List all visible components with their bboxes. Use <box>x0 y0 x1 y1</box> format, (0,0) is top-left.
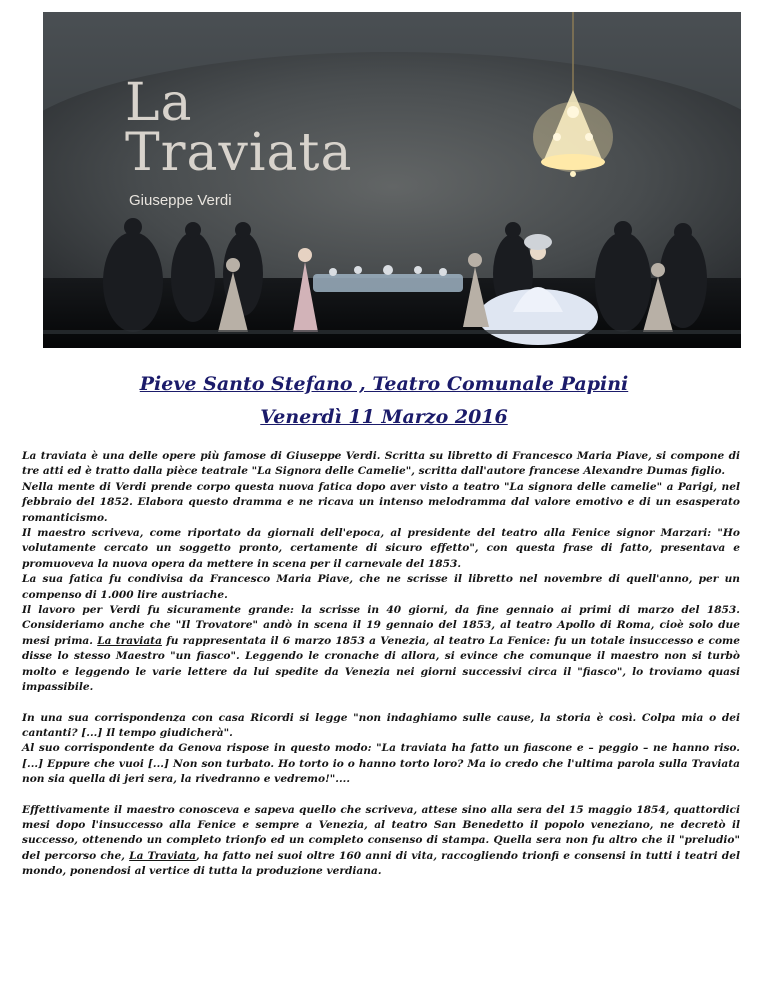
opera-title <box>125 73 353 183</box>
paragraph-premiere <box>22 603 740 695</box>
paragraph-triumph <box>22 803 740 880</box>
hero-image <box>43 12 741 348</box>
traviata-link-2[interactable]: La Traviata <box>129 849 196 862</box>
premiere-text-b: fu rappresentata il 6 marzo 1853 a Venezia, al teatro La Fenice: fu un totale insuccesso e come disse lo stesso Maestro "un fiasco". Leggendo le cronache di allora, si evince che comunque il maestro non si turbò molto e leggendo le varie lettere da lui spedite da Venezia nei giorni successivi circa il "fiasco", lo troviamo quasi impassibile. <box>22 634 740 694</box>
event-location-heading: Pieve Santo Stefano , Teatro Comunale Papini <box>139 373 629 395</box>
triumph-text-b: , ha fatto nei suoi oltre 160 anni di vita, raccogliendo trionfi e consensi in tutti i teatri del mondo, ponendosi al vertice di tutta la produzione verdiana. <box>22 849 740 878</box>
traviata-link-1[interactable]: La traviata <box>97 634 162 647</box>
paragraph-ricordi: In una sua corrispondenza con casa Ricordi si legge "non indaghiamo sulle cause, la storia è così. Colpa mia o dei cantanti? [...] Il tempo giudicherà". <box>22 711 740 739</box>
paragraph-gap <box>22 788 740 803</box>
title-line-traviata: Traviata <box>125 123 353 183</box>
paragraph-letter: Il maestro scriveva, come riportato da giornali dell'epoca, al presidente del teatro alla Fenice signor Marzari: "Ho volutamente cercato un soggetto pronto, certamente di sicuro effetto", con questa frase di fatto, presentava e promuoveva la nuova opera da mettere in scena per il carnevale del 1853. <box>22 527 740 570</box>
chandelier-icon <box>533 12 613 177</box>
composer-name: Giuseppe Verdi <box>129 192 232 209</box>
paragraph-libretto: La sua fatica fu condivisa da Francesco Maria Piave, che ne scrisse il libretto nel novembre di quell'anno, per un compenso di 1.000 lire austriache. <box>22 573 740 601</box>
title-line-la: La <box>125 73 193 133</box>
paragraph-gap <box>22 696 740 711</box>
paragraph-intro: La traviata è una delle opere più famose di Giuseppe Verdi. Scritta su libretto di Francesco Maria Piave, si compone di tre atti ed è tratto dalla pièce teatrale "La Signora delle Camelie", scritta dall'autore francese Alexandre Dumas figlio. <box>22 450 740 478</box>
banquet-table <box>313 274 463 292</box>
triumph-text-a: Effettivamente il maestro conosceva e sapeva quello che scriveva, attese sino alla sera del 15 maggio 1854, quattordici mesi dopo l'insuccesso alla Fenice e sempre a Venezia, al teatro San Benedetto il popolo veneziano, ne decretò il successo, ottenendo un completo trionfo ed un completo consenso di stampa. Quella sera non fu altro che il "preludio" del percorso che, <box>22 803 740 862</box>
premiere-text-a: Il lavoro per Verdi fu sicuramente grande: la scrisse in 40 giorni, da fine gennaio ai primi di marzo del 1853. Consideriamo anche che "Il Trovatore" andò in scena il 19 gennaio del 1853, al teatro Apollo di Roma, cioè solo due mesi prima. <box>22 604 740 647</box>
article-body <box>22 449 740 880</box>
paragraph-origin: Nella mente di Verdi prende corpo questa nuova fatica dopo aver visto a teatro "La signora delle camelie" a Parigi, nel febbraio del 1852. Elabora questo dramma e ne ricava un intenso melodramma dal valore emotivo e di un esasperato romanticismo. <box>22 480 740 524</box>
paragraph-genova: Al suo corrispondente da Genova rispose in questo modo: "La traviata ha fatto un fiascone e – peggio – ne hanno riso. [...] Eppure che vuoi [...] Non son turbato. Ho torto io o hanno torto loro? Ma io credo che l'ultima parola sulla Traviata non sia quella di jeri sera, la rivedranno e vedremo!".... <box>22 742 740 786</box>
event-date-heading: Venerdì 11 Marzo 2016 <box>260 406 508 428</box>
